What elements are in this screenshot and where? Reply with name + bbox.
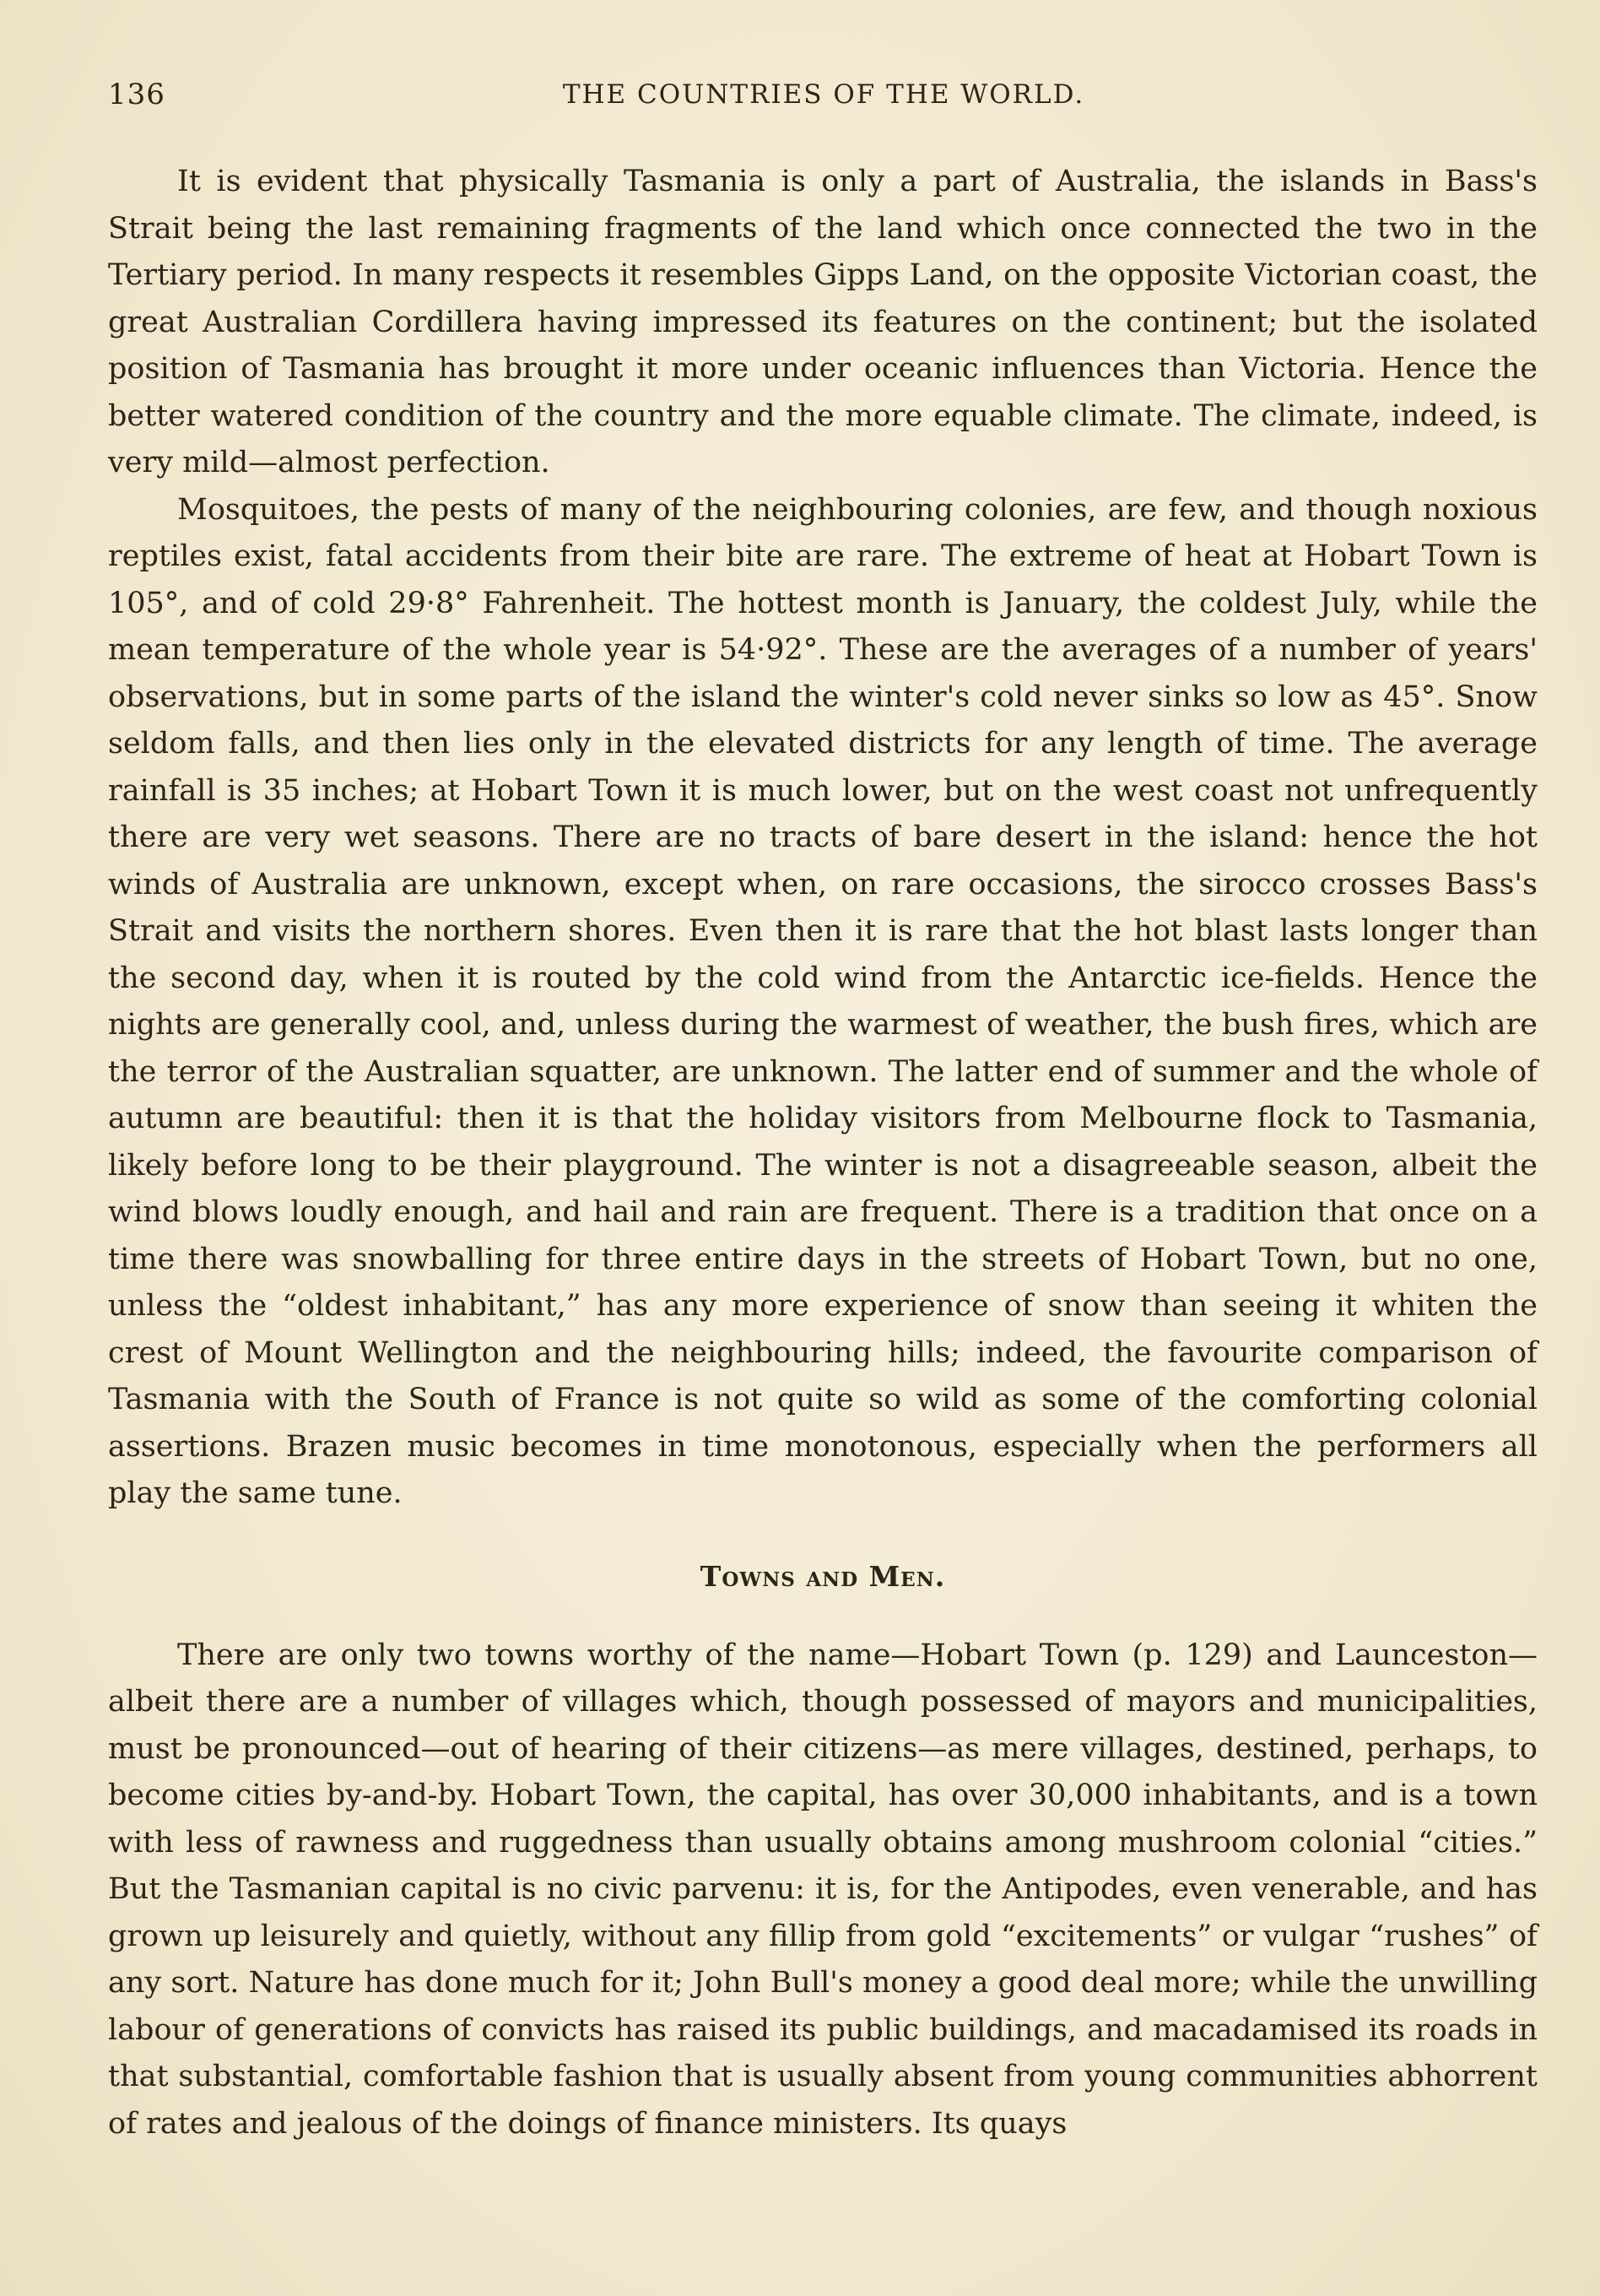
body-text <box>108 159 1538 2147</box>
paragraph-towns: There are only two towns worthy of the name—Hobart Town (p. 129) and Launceston—albeit there are a number of villages which, though possessed of mayors and municipalities, must be pronounced—out of hearing of their citizens—as mere villages, destined, perhaps, to become cities by-and-by. Hobart Town, the capital, has over 30,000 inhabitants, and is a town with less of rawness and ruggedness than usually obtains among mushroom colonial “cities.” But the Tasmanian capital is no civic parvenu: it is, for the Antipodes, even venerable, and has grown up leisurely and quietly, without any fillip from gold “excitements” or vulgar “rushes” of any sort. Nature has done much for it; John Bull's money a good deal more; while the unwilling labour of generations of convicts has raised its public buildings, and macadamised its roads in that substantial, comfortable fashion that is usually absent from young communities abhorrent of rates and jealous of the doings of finance ministers. Its quays <box>108 1638 1538 2141</box>
page-header <box>108 78 1539 111</box>
paragraph-tasmania-physical: It is evident that physically Tasmania is only a part of Australia, the islands in Bass's Strait being the last remaining fragments of the land which once connected the two in the Tertiary period. In many respects it resembles Gipps Land, on the opposite Victorian coast, the great Australian Cordillera having impressed its features on the continent; but the isolated position of Tasmania has brought it more under oceanic influences than Victoria. Hence the better watered condition of the country and the more equable climate. The climate, indeed, is very mild—almost perfection. <box>108 165 1538 479</box>
section-heading: Towns and Men. <box>700 1559 946 1593</box>
paragraph-climate: Mosquitoes, the pests of many of the neighbouring colonies, are few, and though noxious reptiles exist, fatal accidents from their bite are rare. The extreme of heat at Hobart Town is 105°, and of cold 29·8° Fahrenheit. The hottest month is January, the coldest July, while the mean temperature of the whole year is 54·92°. These are the averages of a number of years' observations, but in some parts of the island the winter's cold never sinks so low as 45°. Snow seldom falls, and then lies only in the elevated districts for any length of time. The average rainfall is 35 inches; at Hobart Town it is much lower, but on the west coast not unfrequently there are very wet seasons. There are no tracts of bare desert in the island: hence the hot winds of Australia are unknown, except when, on rare occasions, the sirocco crosses Bass's Strait and visits the northern shores. Even then it is rare that the hot blast lasts longer than the second day, when it is routed by the cold wind from the Antarctic ice-fields. Hence the nights are generally cool, and, unless during the warmest of weather, the bush fires, which are the terror of the Australian squatter, are unknown. The latter end of summer and the whole of autumn are beautiful: then it is that the holiday visitors from Melbourne flock to Tasmania, likely before long to be their playground. The winter is not a disagreeable season, albeit the wind blows loudly enough, and hail and rain are frequent. There is a tradition that once on a time there was snowballing for three entire days in the streets of Hobart Town, but no one, unless the “oldest inhabitant,” has any more experience of snow than seeing it whiten the crest of Mount Wellington and the neighbouring hills; indeed, the favourite comparison of Tasmania with the South of France is not quite so wild as some of the comforting colonial assertions. Brazen music becomes in time monotonous, especially when the performers all play the same tune. <box>108 492 1538 1510</box>
running-head: THE COUNTRIES OF THE WORLD. <box>562 79 1085 110</box>
page-number: 136 <box>108 78 165 111</box>
